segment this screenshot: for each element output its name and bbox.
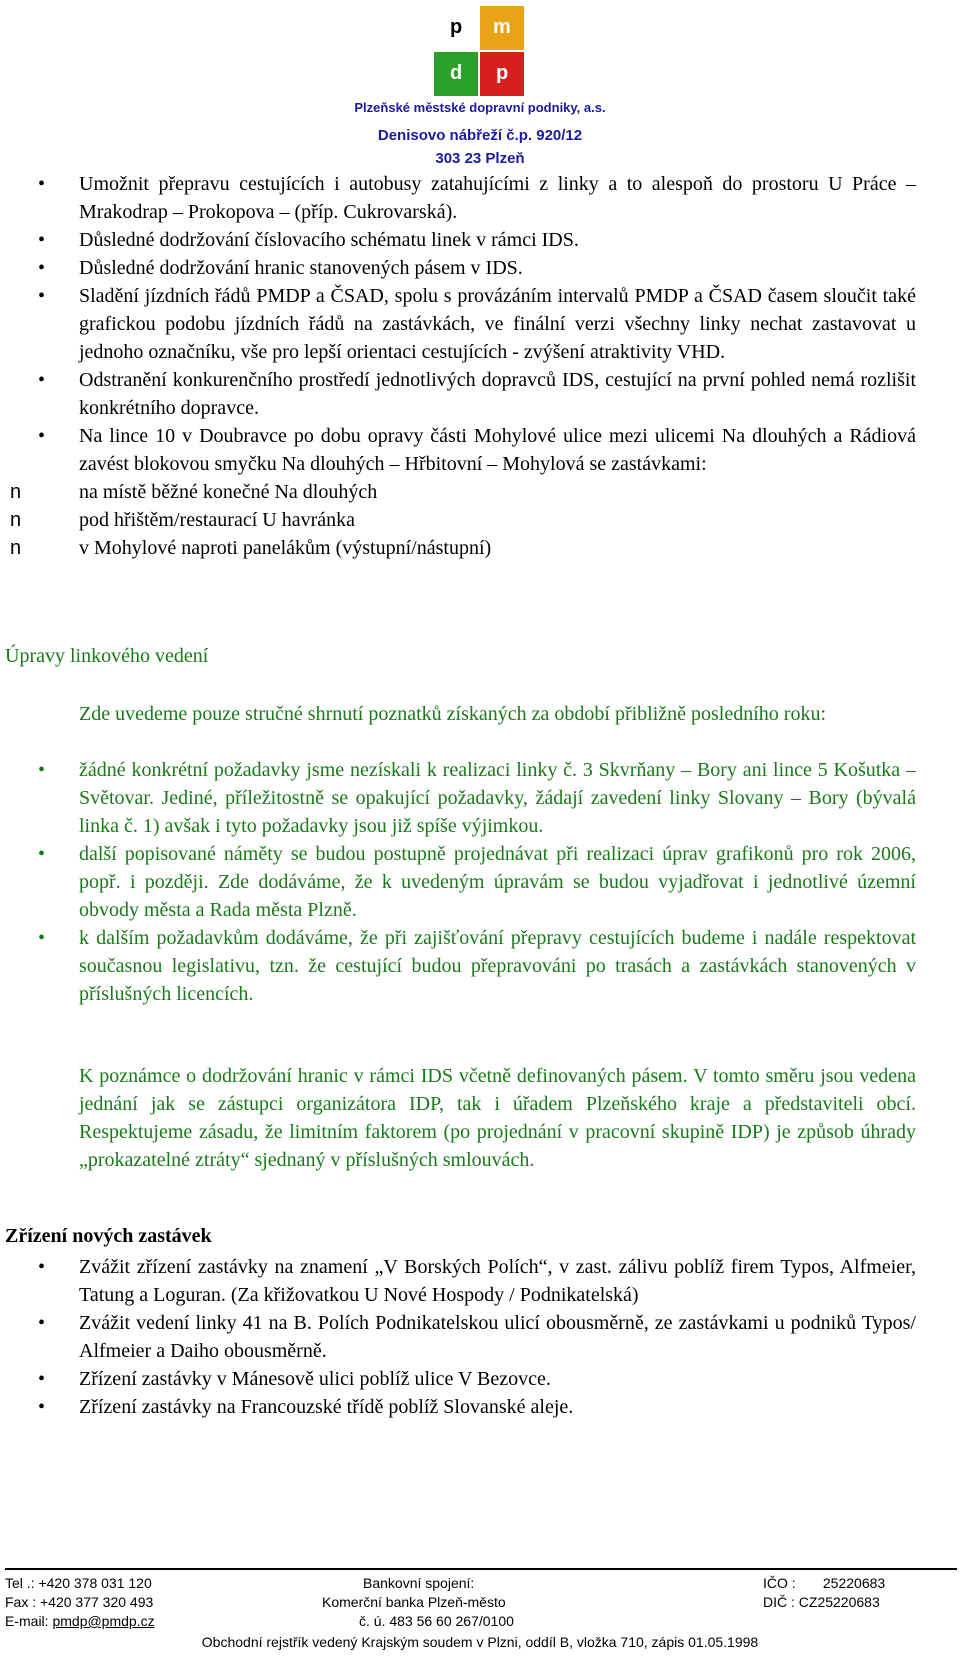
list-item-text: Důsledné dodržování číslovacího schématu linek v rámci IDS.	[79, 229, 579, 251]
email-link[interactable]: pmdp@pmdp.cz	[52, 1613, 155, 1629]
list-item: • Důsledné dodržování hranic stanovených pásem v IDS.	[38, 257, 523, 279]
email-label: E-mail:	[5, 1613, 53, 1629]
logo-letter: p	[496, 62, 509, 84]
sub-marker: n	[10, 537, 22, 559]
company-street: Denisovo nábřeží č.p. 920/12	[377, 127, 583, 144]
list-item-text: pod hřištěm/restaurací U havránka	[79, 509, 356, 531]
list-item: • Důsledné dodržování číslovacího schématu linek v rámci IDS.	[38, 229, 579, 251]
route-changes-list	[0, 756, 960, 1008]
sub-marker: n	[10, 481, 22, 503]
section-intro: Zde uvedeme pouze stručné shrnutí poznatků získaných za období přibližně posledního roku:	[79, 703, 827, 725]
list-item: • Sladění jízdních řádů PMDP a ČSAD, spolu s provázáním intervalů PMDP a ČSAD časem sloučit také grafickou podobu jízdních řádů na zastávkách, ve finální verzi všechny linky nechat zastavovat u jednoho označníku, vše pro lepší orientaci cestujících - zvýšení atraktivity VHD.	[38, 285, 916, 363]
list-item-text: Zvážit zřízení zastávky na znamení „V Borských Polích“, v zast. zálivu poblíž firem Typos, Alfmeier, Tatung a Loguran. (Za křižovatkou U Nové Hospody / Podnikatelská)	[79, 1256, 916, 1306]
company-city: 303 23 Plzeň	[435, 150, 525, 167]
footer-ids	[763, 1574, 885, 1612]
logo-square-m	[480, 6, 524, 50]
logo-letter: m	[493, 16, 511, 38]
pmdp-logo	[434, 6, 524, 96]
list-item-text: v Mohylové naproti panelákům (výstupní/nástupní)	[79, 537, 492, 559]
list-item-text: žádné konkrétní požadavky jsme nezískali k realizaci linky č. 3 Skvrňany – Bory ani lince 5 Košutka – Světovar. Jediné, příležitostně se opakující požadavky, žádají zavedení linky Slovany – Bory (bývalá linka č. 1) avšak i tyto požadavky jsou již spíše výjimkou.	[79, 759, 916, 837]
company-name: Plzeňské městské dopravní podniky, a.s.	[354, 100, 606, 115]
list-item-text: Zvážit vedení linky 41 na B. Polích Podnikatelskou ulicí obousměrně, ze zastávkami u podniků Typos/ Alfmeier a Daiho obousměrně.	[79, 1312, 916, 1362]
new-stops-list	[0, 1253, 960, 1421]
list-item: • Odstranění konkurenčního prostředí jednotlivých dopravců IDS, cestující na první pohled nemá rozlišit konkrétního dopravce.	[38, 369, 916, 419]
ids-note-paragraph: K poznámce o dodržování hranic v rámci IDS včetně definovaných pásem. V tomto směru jsou vedena jednání jak se zástupci organizátora IDP, tak i úřadem Plzeňského kraje a představiteli obcí. Respektujeme zásadu, že limitním faktorem (po projednání v pracovní skupině IDP) je způsob úhrady „prokazatelné ztráty“ sjednaný v příslušných smlouvách.	[79, 1065, 916, 1171]
logo-letter: d	[450, 62, 463, 84]
logo-square-d	[434, 52, 478, 96]
list-item-text: Odstranění konkurenčního prostředí jednotlivých dopravců IDS, cestující na první pohled nemá rozlišit konkrétního dopravce.	[79, 369, 916, 419]
footer-contact	[5, 1574, 155, 1631]
list-item: • Na lince 10 v Doubravce po dobu opravy části Mohylové ulice mezi ulicemi Na dlouhých a Rádiová zavést blokovou smyčku Na dlouhých – Hřbitovní – Mohylová se zastávkami:	[38, 425, 916, 475]
list-item: • žádné konkrétní požadavky jsme nezískali k realizaci linky č. 3 Skvrňany – Bory ani lince 5 Košutka – Světovar. Jediné, příležitostně se opakující požadavky, žádají zavedení linky Slovany – Bory (bývalá linka č. 1) avšak i tyto požadavky jsou již spíše výjimkou.	[38, 759, 916, 837]
list-item-text: Na lince 10 v Doubravce po dobu opravy části Mohylové ulice mezi ulicemi Na dlouhých a Rádiová zavést blokovou smyčku Na dlouhých – Hřbitovní – Mohylová se zastávkami:	[79, 425, 916, 475]
list-item-text: Sladění jízdních řádů PMDP a ČSAD, spolu s provázáním intervalů PMDP a ČSAD časem sloučit také grafickou podobu jízdních řádů na zastávkách, ve finální verzi všechny linky nechat zastavovat u jednoho označníku, vše pro lepší orientaci cestujících - zvýšení atraktivity VHD.	[79, 285, 916, 363]
list-item-text: Umožnit přepravu cestujících i autobusy zatahujícími z linky a to alespoň do prostoru U Práce – Mrakodrap – Prokopova – (příp. Cukrovarská).	[79, 173, 916, 223]
list-item-text: Zřízení zastávky na Francouzské třídě poblíž Slovanské aleje.	[79, 1396, 574, 1418]
list-item: • Zvážit vedení linky 41 na B. Polích Podnikatelskou ulicí obousměrně, ze zastávkami u podniků Typos/ Alfmeier a Daiho obousměrně.	[38, 1312, 916, 1362]
list-item: • Zvážit zřízení zastávky na znamení „V Borských Polích“, v zast. zálivu poblíž firem Typos, Alfmeier, Tatung a Loguran. (Za křižovatkou U Nové Hospody / Podnikatelská)	[38, 1256, 916, 1306]
list-item-text: Zřízení zastávky v Mánesově ulici poblíž ulice V Bezovce.	[79, 1368, 551, 1390]
bank-name: Komerční banka Plzeň-město	[322, 1594, 506, 1610]
list-item: • další popisované náměty se budou postupně projednávat při realizaci úprav grafikonů pro rok 2006, popř. i později. Zde dodáváme, že k uvedeným úpravám se budou vyjadřovat i jednotlivé územní obvody města a Rada města Plzně.	[38, 843, 916, 921]
list-item-text: další popisované náměty se budou postupně projednávat při realizaci úprav grafikonů pro rok 2006, popř. i později. Zde dodáváme, že k uvedeným úpravám se budou vyjadřovat i jednotlivé územní obvody města a Rada města Plzně.	[79, 843, 916, 921]
dic: DIČ : CZ25220683	[763, 1594, 880, 1610]
sub-list-item	[0, 478, 960, 506]
bank-label: Bankovní spojení:	[363, 1575, 475, 1591]
logo-letter: p	[450, 16, 463, 38]
footer-fax: Fax : +420 377 320 493	[5, 1594, 154, 1610]
footer-bank	[322, 1574, 514, 1631]
list-item: • Zřízení zastávky na Francouzské třídě poblíž Slovanské aleje.	[38, 1396, 574, 1418]
section-heading-new-stops: Zřízení nových zastávek	[5, 1225, 212, 1247]
list-item-text: Důsledné dodržování hranic stanovených pásem v IDS.	[79, 257, 523, 279]
logo-square-p	[434, 6, 478, 50]
sub-marker: n	[10, 509, 22, 531]
sub-list-item	[0, 534, 960, 562]
bank-account: č. ú. 483 56 60 267/0100	[359, 1613, 514, 1629]
list-item-text: k dalším požadavkům dodáváme, že při zajišťování přepravy cestujících budeme i nadále respektovat současnou legislativu, tzn. že cestující budou přepravováni po trasách a zastávkách stanovených v příslušných licencích.	[79, 927, 916, 1005]
footer-email-row	[5, 1612, 155, 1631]
footer-divider	[5, 1568, 957, 1570]
sub-list-item	[0, 506, 960, 534]
ico: IČO : 25220683	[763, 1575, 886, 1591]
footer-registry: Obchodní rejstřík vedený Krajským soudem v Plzni, oddíl B, vložka 710, zápis 01.05.1998	[201, 1634, 759, 1650]
requirements-list	[0, 170, 960, 562]
list-item: • Umožnit přepravu cestujících i autobusy zatahujícími z linky a to alespoň do prostoru U Práce – Mrakodrap – Prokopova – (příp. Cukrovarská).	[38, 173, 916, 223]
section-heading-route-changes: Úpravy linkového vedení	[5, 645, 209, 667]
footer-tel: Tel .: +420 378 031 120	[5, 1575, 152, 1591]
list-item: • k dalším požadavkům dodáváme, že při zajišťování přepravy cestujících budeme i nadále respektovat současnou legislativu, tzn. že cestující budou přepravováni po trasách a zastávkách stanovených v příslušných licencích.	[38, 927, 916, 1005]
list-item-text: na místě běžné konečné Na dlouhých	[79, 481, 378, 503]
list-item: • Zřízení zastávky v Mánesově ulici poblíž ulice V Bezovce.	[38, 1368, 551, 1390]
logo-square-p2	[480, 52, 524, 96]
